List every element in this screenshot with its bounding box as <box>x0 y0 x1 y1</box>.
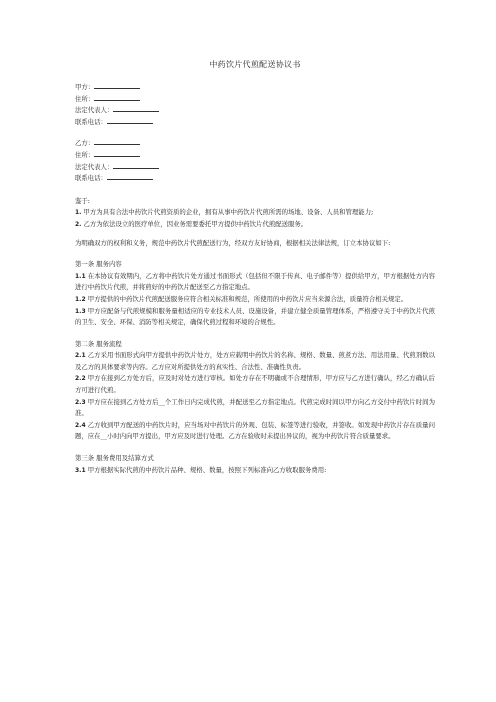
party-a-block <box>75 82 435 128</box>
field-label: 乙方： <box>75 139 95 148</box>
field-label: 住所： <box>75 94 95 103</box>
party-a-line <box>75 117 435 129</box>
article-2 <box>75 339 435 443</box>
blank-underline <box>94 82 140 89</box>
clause: 1.1 在本协议有效期内，乙方将中药饮片处方通过书面形式（包括但不限于传真、电子邮件等）提供给甲方，甲方根据处方内容进行中药饮片代煎，并将煎好的中药饮片配送至乙方指定地点。 <box>75 271 435 292</box>
party-b-line <box>75 173 435 185</box>
blank-underline <box>94 150 140 157</box>
clause: 1.2 甲方提供的中药饮片代煎配送服务应符合相关标准和规范，所使用的中药饮片应当来源合法，质量符合相关规定。 <box>75 294 408 303</box>
clause: 2.3 甲方应在接到乙方处方后__个工作日内完成代煎，并配送至乙方指定地点。代煎完成时间以甲方向乙方交付中药饮片时间为准。 <box>75 397 435 418</box>
party-b-line <box>75 138 435 150</box>
blank-underline <box>107 117 153 124</box>
article-title: 第三条 服务费用及结算方式 <box>75 454 154 463</box>
clause: 2.4 乙方收到甲方配送的中药饮片时，应当场对中药饮片的外观、包装、标签等进行验收，并签收。如发现中药饮片存在质量问题，应在__小时内向甲方提出，甲方应及时进行处理。乙方在验收时未提出异议的，视为中药饮片符合质量要求。 <box>75 420 435 441</box>
article-1 <box>75 259 435 329</box>
clause: 1.3 甲方应配备与代煎规模和服务量相适应的专业技术人员、设施设备，并建立健全质量管理体系，严格遵守关于中药饮片代煎的卫生、安全、环保、消防等相关规定，确保代煎过程和环境的合规性。 <box>75 306 435 327</box>
field-label: 甲方： <box>75 83 95 91</box>
article-3 <box>75 453 435 476</box>
party-b-line <box>75 150 435 162</box>
party-b-block <box>75 138 435 184</box>
recitals-heading: 鉴于: <box>75 196 90 205</box>
intro-paragraph: 为明确双方的权利和义务，规范中药饮片代煎配送行为，经双方友好协商，根据相关法律法规，订立本协议如下: <box>75 238 391 247</box>
document-page <box>75 0 435 476</box>
article-title: 第一条 服务内容 <box>75 260 122 269</box>
field-label: 法定代表人： <box>75 106 114 115</box>
field-label: 联系电话： <box>75 117 107 126</box>
recital-item: 2. 乙方为依法设立的医疗单位，因业务需要委托甲方提供中药饮片代煎配送服务。 <box>75 219 308 228</box>
clause: 2.2 甲方在接到乙方处方后，应及时对处方进行审核。如处方存在不明确或不合理情形，甲方应与乙方进行确认，经乙方确认后方可进行代煎。 <box>75 374 435 395</box>
field-label: 联系电话： <box>75 174 107 183</box>
party-b-line <box>75 162 435 174</box>
recital-item: 1. 甲方为具有合法中药饮片代煎资质的企业，拥有从事中药饮片代煎所需的场地、设备、人员和管理能力; <box>75 208 374 217</box>
recitals-section <box>75 196 435 231</box>
blank-underline <box>94 94 140 101</box>
blank-underline <box>94 138 140 145</box>
document-title: 中药饮片代煎配送协议书 <box>209 60 301 69</box>
blank-underline <box>107 173 153 180</box>
party-a-line <box>75 82 435 94</box>
field-label: 法定代表人： <box>75 162 114 171</box>
clause: 3.1 甲方根据实际代煎的中药饮片品种、规格、数量，按照下列标准向乙方收取服务费用: <box>75 465 327 474</box>
party-a-line <box>75 94 435 106</box>
field-label: 住所： <box>75 150 95 159</box>
party-a-line <box>75 105 435 117</box>
blank-underline <box>113 162 159 169</box>
clause: 2.1 乙方采用书面形式向甲方提供中药饮片处方，处方应载明中药饮片的名称、规格、数量、煎煮方法、用法用量、代煎剂数以及乙方的具体要求等内容。乙方应对所提供处方的真实性、合法性、准确性负责。 <box>75 351 435 371</box>
blank-underline <box>113 105 159 112</box>
article-title: 第二条 服务流程 <box>75 339 122 348</box>
